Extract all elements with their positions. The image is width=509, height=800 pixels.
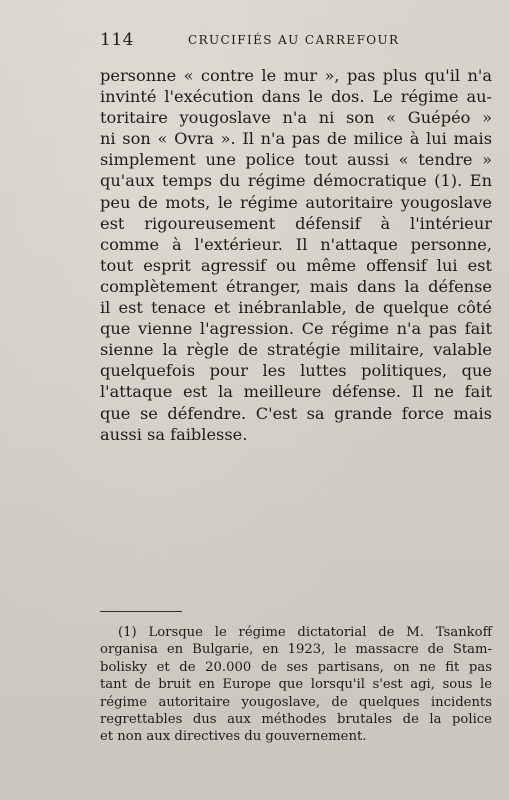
- body-line: il est tenace et inébranlable, de quelque côté: [100, 298, 492, 318]
- body-line: est rigoureusement défensif à l'intérieur: [100, 213, 492, 233]
- body-line: qu'aux temps du régime démocratique (1). En: [100, 171, 492, 191]
- footnote-line: et non aux directives du gouvernement.: [100, 729, 367, 745]
- footnote: [100, 624, 492, 746]
- body-line: complètement étranger, mais dans la défense: [100, 276, 492, 296]
- body-line: tout esprit agressif ou même offensif lui est: [100, 255, 492, 275]
- body-line: sienne la règle de stratégie militaire, valable: [100, 340, 492, 360]
- footnote-line: (1) Lorsque le régime dictatorial de M. Tsankoff: [118, 625, 492, 640]
- body-paragraph: [100, 65, 492, 445]
- body-line: que se défendre. C'est sa grande force mais: [100, 403, 492, 423]
- running-head: [100, 30, 492, 50]
- footnote-line: organisa en Bulgarie, en 1923, le massacre de Stam-: [100, 642, 492, 658]
- body-line: simplement une police tout aussi « tendre »: [100, 150, 492, 170]
- running-title: CRUCIFIÉS AU CARREFOUR: [188, 33, 400, 47]
- body-line: aussi sa faiblesse.: [100, 424, 248, 444]
- body-line: toritaire yougoslave n'a ni son « Guépéo »: [100, 108, 492, 128]
- body-line: comme à l'extérieur. Il n'attaque personne,: [100, 234, 492, 254]
- body-line: personne « contre le mur », pas plus qu'il n'a: [100, 66, 492, 85]
- body-line: l'attaque est la meilleure défense. Il ne fait: [100, 382, 492, 402]
- body-line: que vienne l'agression. Ce régime n'a pas fait: [100, 319, 492, 339]
- body-line: invinté l'exécution dans le dos. Le régime au-: [100, 87, 492, 107]
- footnote-line: bolisky et de 20.000 de ses partisans, on ne fit pas: [100, 659, 492, 675]
- footnote-line: tant de bruit en Europe que lorsqu'il s'est agi, sous le: [100, 677, 492, 693]
- footnote-divider: [100, 611, 182, 612]
- page-number: 114: [100, 30, 134, 50]
- body-line: peu de mots, le régime autoritaire yougoslave: [100, 192, 492, 212]
- body-line: quelquefois pour les luttes politiques, que: [100, 361, 492, 381]
- footnote-line: régime autoritaire yougoslave, de quelques incidents: [100, 694, 492, 710]
- footnote-line: regrettables dus aux méthodes brutales de la police: [100, 712, 492, 728]
- body-line: ni son « Ovra ». Il n'a pas de milice à lui mais: [100, 129, 492, 149]
